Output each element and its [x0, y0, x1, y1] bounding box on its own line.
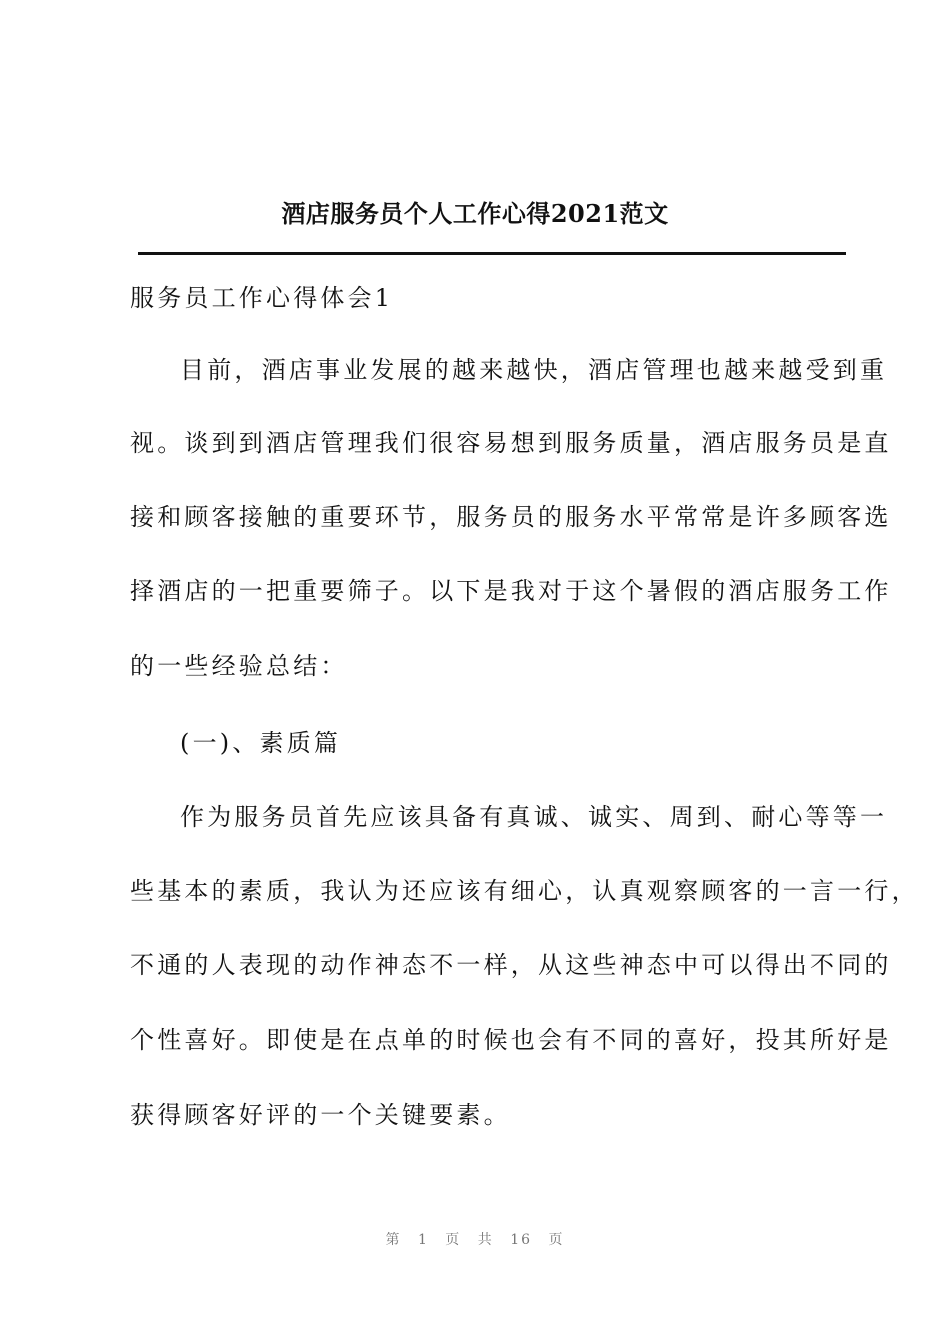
- document-title: 酒店服务员个人工作心得2021范文: [281, 199, 669, 228]
- paragraph-line: 择酒店的一把重要筛子。以下是我对于这个暑假的酒店服务工作: [130, 577, 892, 605]
- paragraph-line: 作为服务员首先应该具备有真诚、诚实、周到、耐心等等一: [180, 803, 888, 831]
- title-underline: [138, 252, 846, 255]
- paragraph-line: 获得顾客好评的一个关键要素。: [130, 1101, 511, 1129]
- paragraph-line: 不通的人表现的动作神态不一样，从这些神态中可以得出不同的: [130, 951, 892, 979]
- paragraph-line: 个性喜好。即使是在点单的时候也会有不同的喜好，投其所好是: [130, 1026, 892, 1054]
- paragraph-line: 视。谈到到酒店管理我们很容易想到服务质量，酒店服务员是直: [130, 429, 892, 457]
- paragraph-line: 的一些经验总结：: [130, 652, 348, 680]
- paragraph-line: 目前，酒店事业发展的越来越快，酒店管理也越来越受到重: [180, 356, 888, 384]
- paragraph-line: 些基本的素质，我认为还应该有细心，认真观察顾客的一言一行，: [130, 877, 919, 905]
- paragraph-line: 接和顾客接触的重要环节，服务员的服务水平常常是许多顾客选: [130, 503, 892, 531]
- page-footer: 第 1 页 共 16 页: [385, 1232, 565, 1248]
- subheading: (一)、素质篇: [180, 729, 342, 757]
- section-heading: 服务员工作心得体会1: [130, 284, 394, 312]
